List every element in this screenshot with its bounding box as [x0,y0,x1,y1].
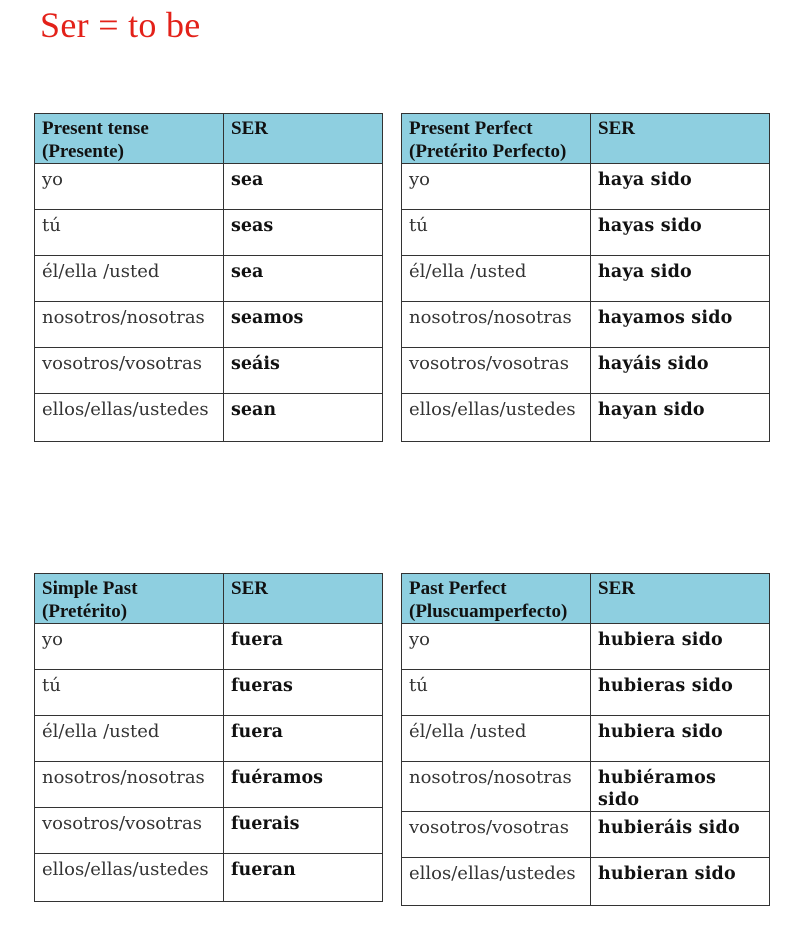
table-row [402,670,770,716]
table-header-row [402,574,770,624]
verb-form-cell: hubiera sido [591,716,770,762]
pronoun-cell: él/ella /usted [402,256,591,302]
pronoun-cell: tú [35,670,224,716]
verb-form-cell: haya sido [591,164,770,210]
table-header-row [35,114,383,164]
tense-header [35,114,224,164]
table-row [35,210,383,256]
pronoun-cell: vosotros/vosotras [402,812,591,858]
table-row [402,348,770,394]
past-perfect-table [401,573,770,906]
table-header-row [35,574,383,624]
pronoun-cell: yo [402,624,591,670]
table-row [35,302,383,348]
verb-form-cell: haya sido [591,256,770,302]
verb-form-cell: hubiéramos sido [591,762,770,812]
page-title: Ser = to be [40,5,201,45]
verb-form-cell: fueras [224,670,383,716]
pronoun-cell: tú [402,210,591,256]
table-row [402,858,770,906]
verb-form-cell: seas [224,210,383,256]
present-tense-table [34,113,383,442]
table-row [402,394,770,442]
simple-past-table [34,573,383,902]
verb-form-cell: seáis [224,348,383,394]
pronoun-cell: nosotros/nosotras [402,762,591,812]
table-row [402,762,770,812]
verb-form-cell: hubieran sido [591,858,770,906]
tense-header [402,114,591,164]
table-row [35,716,383,762]
tense-name-spanish: (Presente) [42,141,124,162]
table-header-row [402,114,770,164]
tense-header [402,574,591,624]
pronoun-cell: vosotros/vosotras [402,348,591,394]
verb-form-cell: hayáis sido [591,348,770,394]
tense-name: Present Perfect [409,118,533,139]
verb-form-cell: hayan sido [591,394,770,442]
pronoun-cell: ellos/ellas/ustedes [402,858,591,906]
tense-name-spanish: (Pretérito Perfecto) [409,141,567,162]
pronoun-cell: ellos/ellas/ustedes [35,394,224,442]
pronoun-cell: ellos/ellas/ustedes [35,854,224,902]
verb-form-cell: fuerais [224,808,383,854]
pronoun-cell: nosotros/nosotras [35,762,224,808]
tense-name: Simple Past [42,578,138,599]
verb-form-cell: hayamos sido [591,302,770,348]
verb-form-cell: sea [224,164,383,210]
verb-form-cell: fuera [224,716,383,762]
verb-header: SER [591,114,770,164]
table-row [35,624,383,670]
pronoun-cell: yo [35,624,224,670]
verb-form-cell: fueran [224,854,383,902]
verb-header: SER [591,574,770,624]
verb-form-cell: seamos [224,302,383,348]
table-row [35,348,383,394]
pronoun-cell: tú [402,670,591,716]
table-row [35,394,383,442]
pronoun-cell: nosotros/nosotras [35,302,224,348]
verb-form-cell: fuera [224,624,383,670]
pronoun-cell: él/ella /usted [35,256,224,302]
verb-form-cell: hubiera sido [591,624,770,670]
verb-form-cell: hayas sido [591,210,770,256]
pronoun-cell: yo [402,164,591,210]
verb-form-cell: sean [224,394,383,442]
table-row [402,256,770,302]
pronoun-cell: él/ella /usted [402,716,591,762]
table-row [35,670,383,716]
table-row [402,210,770,256]
pronoun-cell: ellos/ellas/ustedes [402,394,591,442]
pronoun-cell: él/ella /usted [35,716,224,762]
verb-form-cell: sea [224,256,383,302]
verb-form-cell: hubieráis sido [591,812,770,858]
verb-form-cell: hubieras sido [591,670,770,716]
pronoun-cell: vosotros/vosotras [35,808,224,854]
tense-name: Present tense [42,118,149,139]
table-row [402,164,770,210]
table-row [35,854,383,902]
verb-form-cell: fuéramos [224,762,383,808]
tense-name: Past Perfect [409,578,507,599]
table-row [402,302,770,348]
table-row [402,716,770,762]
pronoun-cell: yo [35,164,224,210]
verb-header: SER [224,574,383,624]
tense-header [35,574,224,624]
table-row [35,256,383,302]
table-row [35,164,383,210]
tense-name-spanish: (Pretérito) [42,601,128,622]
verb-header: SER [224,114,383,164]
pronoun-cell: tú [35,210,224,256]
table-row [35,762,383,808]
table-row [402,624,770,670]
tense-name-spanish: (Pluscuamperfecto) [409,601,568,622]
table-row [402,812,770,858]
pronoun-cell: vosotros/vosotras [35,348,224,394]
present-perfect-table [401,113,770,442]
table-row [35,808,383,854]
pronoun-cell: nosotros/nosotras [402,302,591,348]
